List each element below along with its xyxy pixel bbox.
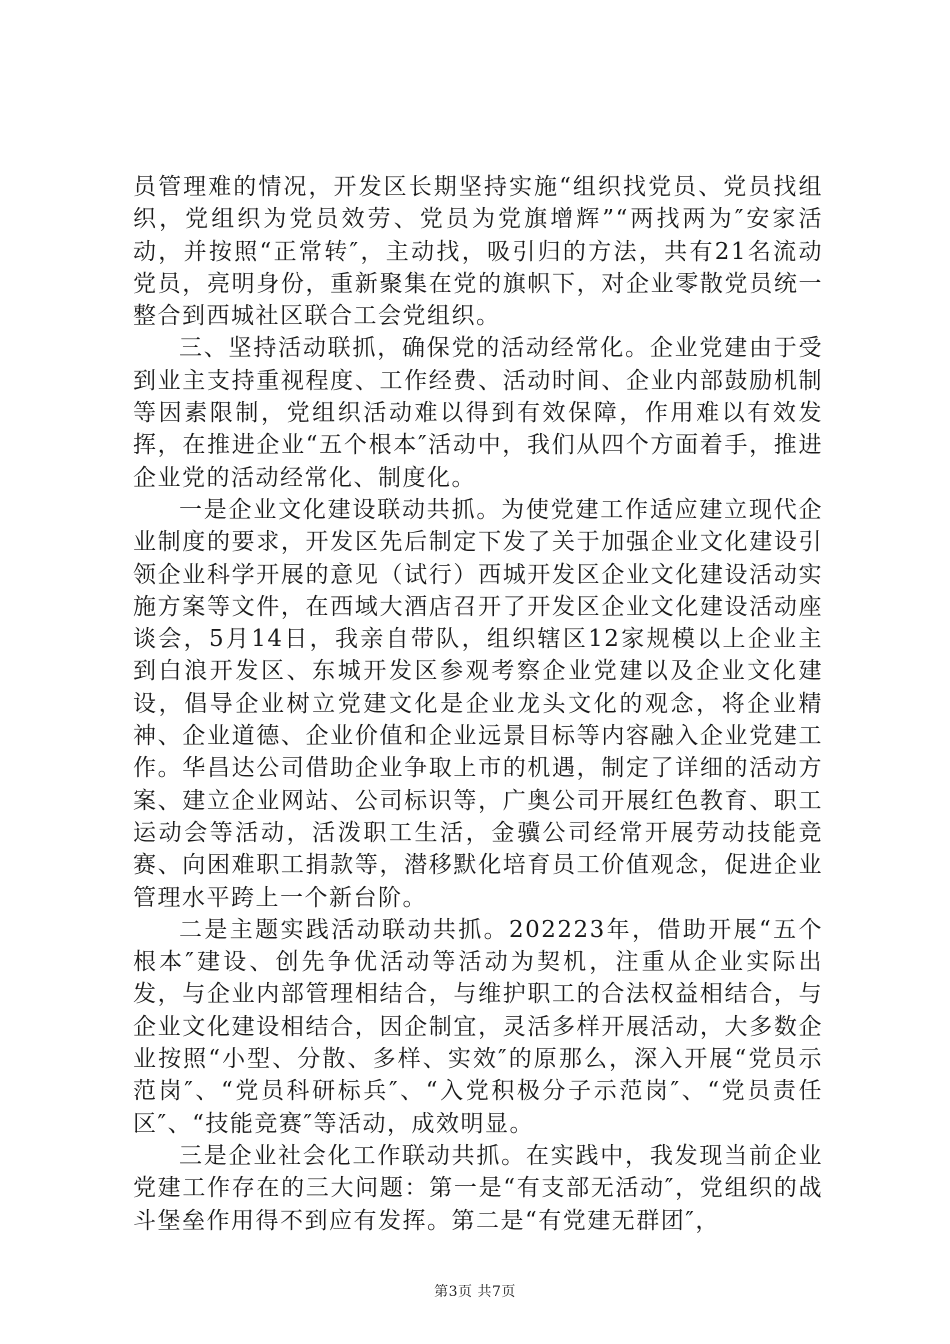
paragraph-continuation: 员管理难的情况，开发区长期坚持实施“组织找党员、党员找组织，党组织为党员效劳、党员为党旗增辉”“两找两为″安家活动，并按照“正常转″，主动找，吸引归的方法，共有21名流动党员，亮明身份，重新聚集在党的旗帜下，对企业零散党员统一整合到西城社区联合工会党组织。 bbox=[133, 174, 823, 330]
paragraph-point-two: 二是主题实践活动联动共抓。202223年，借助开展“五个根本″建设、创先争优活动等活动为契机，注重从企业实际出发，与企业内部管理相结合，与维护职工的合法权益相结合，与企业文化建设相结合，因企制宜，灵活多样开展活动，大多数企业按照“小型、分散、多样、实效″的原那么，深入开展“党员示范岗″、“党员科研标兵″、“入党积极分子示范岗″、“党员责任区″、“技能竞赛″等活动，成效明显。 bbox=[133, 916, 823, 1137]
paragraph-point-one: 一是企业文化建设联动共抓。为使党建工作适应建立现代企业制度的要求，开发区先后制定下发了关于加强企业文化建设引领企业科学开展的意见（试行）西城开发区企业文化建设活动实施方案等文件，在西域大酒店召开了开发区企业文化建设活动座谈会，5月14日，我亲自带队，组织辖区12家规模以上企业主到白浪开发区、东城开发区参观考察企业党建以及企业文化建设，倡导企业树立党建文化是企业龙头文化的观念，将企业精神、企业道德、企业价值和企业远景目标等内容融入企业党建工作。华昌达公司借助企业争取上市的机遇，制定了详细的活动方案、建立企业网站、公司标识等，广奥公司开展红色教育、职工运动会等活动，活泼职工生活，金骥公司经常开展劳动技能竞赛、向困难职工捐款等，潜移默化培育员工价值观念，促进企业管理水平跨上一个新台阶。 bbox=[133, 496, 823, 911]
page-footer bbox=[0, 1281, 950, 1301]
document-body bbox=[133, 171, 823, 1237]
page-number-label: 第3页 共7页 bbox=[434, 1284, 516, 1300]
paragraph-section-three: 三、坚持活动联抓，确保党的活动经常化。企业党建由于受到业主支持重视程度、工作经费、活动时间、企业内部鼓励机制等因素限制，党组织活动难以得到有效保障，作用难以有效发挥，在推进企业“五个根本″活动中，我们从四个方面着手，推进企业党的活动经常化、制度化。 bbox=[133, 335, 823, 491]
paragraph-point-three: 三是企业社会化工作联动共抓。在实践中，我发现当前企业党建工作存在的三大问题：第一是“有支部无活动″，党组织的战斗堡垒作用得不到应有发挥。第二是“有党建无群团″， bbox=[133, 1142, 823, 1234]
